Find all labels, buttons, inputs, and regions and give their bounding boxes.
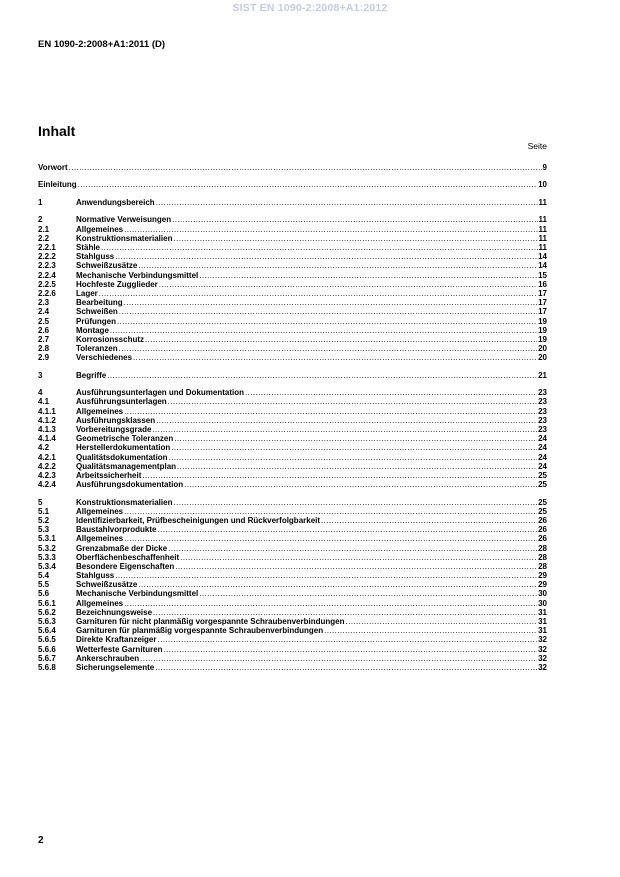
- toc-entry-title: Schweißen: [76, 307, 118, 317]
- toc-entry-number: 2.8: [38, 344, 50, 354]
- toc-entry[interactable]: [38, 163, 547, 172]
- toc-entry-title: Mechanische Verbindungsmittel: [76, 589, 199, 599]
- toc-entry-page: 11: [538, 215, 547, 225]
- toc-entry[interactable]: [38, 335, 547, 344]
- toc-entry[interactable]: [38, 562, 547, 571]
- toc-entry-number: 2.2.1: [38, 243, 56, 253]
- toc-entry[interactable]: [38, 608, 547, 617]
- document-id: EN 1090-2:2008+A1:2011 (D): [38, 39, 166, 50]
- dot-leader: [152, 425, 537, 434]
- toc-entry[interactable]: [38, 298, 547, 307]
- toc-entry-number: 4.1.4: [38, 434, 56, 444]
- toc-entry-page: 11: [538, 233, 547, 243]
- toc-entry-number: 5.4: [38, 571, 50, 581]
- toc-entry-page: 32: [538, 662, 547, 672]
- toc-entry-page: 20: [538, 344, 547, 354]
- toc-entry-title: Geometrische Toleranzen: [76, 434, 174, 444]
- toc-entry[interactable]: [38, 599, 547, 608]
- toc-entry-title: Qualitätsdokumentation: [76, 452, 168, 462]
- page-number: 2: [38, 835, 44, 846]
- toc-entry[interactable]: [38, 225, 547, 234]
- toc-entry-page: 14: [538, 261, 547, 271]
- toc-entry-title: Schweißzusätze: [76, 261, 138, 271]
- toc-entry-number: 5.3: [38, 525, 50, 535]
- toc-entry[interactable]: [38, 271, 547, 280]
- toc-entry[interactable]: [38, 234, 547, 243]
- toc-entry-page: 29: [538, 571, 547, 581]
- toc-entry-number: 2.5: [38, 316, 50, 326]
- toc-entry-number: 2.2: [38, 233, 50, 243]
- toc-entry[interactable]: [38, 198, 547, 207]
- toc-entry-page: 32: [538, 644, 547, 654]
- page-column-label: Seite: [527, 141, 547, 151]
- toc-entry-title: Hochfeste Zugglieder: [76, 279, 158, 289]
- toc-entry-title: Begriffe: [76, 370, 107, 380]
- dot-leader: [78, 180, 537, 189]
- toc-entry-title: Montage: [76, 325, 109, 335]
- toc-entry[interactable]: [38, 307, 547, 316]
- toc-entry-number: 5.3.2: [38, 543, 56, 553]
- toc-entry-page: 23: [538, 406, 547, 416]
- toc-entry-title: Allgemeines: [76, 506, 124, 516]
- toc-entry-title: Bearbeitung: [76, 298, 123, 308]
- dot-leader: [140, 654, 537, 663]
- dot-leader: [324, 626, 537, 635]
- toc-entry[interactable]: [38, 635, 547, 644]
- toc-entry-number: 4.1.2: [38, 415, 56, 425]
- toc-entry-title: Stahlguss: [76, 571, 115, 581]
- toc-entry[interactable]: [38, 571, 547, 580]
- toc-entry[interactable]: [38, 553, 547, 562]
- dot-leader: [175, 562, 537, 571]
- toc-entry-page: 28: [538, 561, 547, 571]
- toc-entry-title: Prüfungen: [76, 316, 116, 326]
- toc-entry-page: 17: [538, 298, 547, 308]
- toc-entry-number: 5.6.7: [38, 653, 56, 663]
- dot-leader: [153, 608, 537, 617]
- toc-entry-title: Allgemeines: [76, 598, 124, 608]
- toc-entry-title: Grenzabmaße der Dicke: [76, 543, 168, 553]
- dot-leader: [168, 544, 537, 553]
- dot-leader: [169, 453, 538, 462]
- dot-leader: [99, 289, 537, 298]
- dot-leader: [101, 243, 538, 252]
- toc-entry-title: Ausführungsunterlagen: [76, 397, 167, 407]
- toc-entry-page: 19: [538, 325, 547, 335]
- toc-entry-number: 2.2.3: [38, 261, 56, 271]
- toc-entry-title: Ausführungsdokumentation: [76, 480, 184, 490]
- toc-entry[interactable]: [38, 516, 547, 525]
- toc-entry-page: 31: [538, 617, 547, 627]
- dot-leader: [245, 388, 537, 397]
- dot-leader: [124, 225, 537, 234]
- toc-entry-number: 5.6.2: [38, 607, 56, 617]
- dot-leader: [157, 525, 537, 534]
- toc-entry-number: 5.3.3: [38, 552, 56, 562]
- toc-entry-number: 5.6: [38, 589, 50, 599]
- toc-entry-title: Oberflächenbeschaffenheit: [76, 552, 180, 562]
- toc-entry-page: 30: [538, 598, 547, 608]
- toc-entry[interactable]: [38, 525, 547, 534]
- toc-entry[interactable]: [38, 280, 547, 289]
- toc-entry[interactable]: [38, 388, 547, 397]
- toc-entry-page: 11: [538, 197, 547, 207]
- toc-entry-page: 20: [538, 353, 547, 363]
- toc-entry[interactable]: [38, 626, 547, 635]
- toc-entry-number: 5: [38, 497, 43, 507]
- toc-entry-page: 16: [538, 279, 547, 289]
- toc-entry-number: 5.1: [38, 506, 50, 516]
- toc-entry-page: 32: [538, 635, 547, 645]
- toc-entry-title: Einleitung: [38, 180, 77, 190]
- toc-entry-page: 28: [538, 552, 547, 562]
- dot-leader: [142, 471, 537, 480]
- toc-entry-page: 11: [538, 224, 547, 234]
- toc-entry[interactable]: [38, 252, 547, 261]
- table-of-contents: [38, 163, 547, 672]
- toc-entry-title: Stähle: [76, 243, 101, 253]
- toc-entry-title: Toleranzen: [76, 344, 118, 354]
- toc-entry[interactable]: [38, 589, 547, 598]
- toc-entry-page: 26: [538, 525, 547, 535]
- toc-entry-number: 2.2.4: [38, 270, 56, 280]
- toc-entry-title: Schweißzusätze: [76, 580, 138, 590]
- watermark: SIST EN 1090-2:2008+A1:2012: [232, 2, 388, 14]
- toc-entry-page: 9: [542, 163, 547, 172]
- toc-entry-page: 15: [538, 270, 547, 280]
- dot-leader: [168, 397, 537, 406]
- toc-entry-title: Mechanische Verbindungsmittel: [76, 270, 199, 280]
- toc-entry-title: Herstellerdokumentation: [76, 443, 171, 453]
- toc-entry-page: 10: [538, 180, 547, 190]
- dot-leader: [180, 553, 537, 562]
- toc-entry[interactable]: [38, 645, 547, 654]
- toc-entry-number: 5.6.8: [38, 662, 56, 672]
- toc-entry[interactable]: [38, 407, 547, 416]
- toc-entry-number: 4.2: [38, 443, 50, 453]
- dot-leader: [124, 534, 537, 543]
- dot-leader: [107, 371, 537, 380]
- toc-entry-page: 19: [538, 316, 547, 326]
- toc-entry-page: 25: [538, 497, 547, 507]
- dot-leader: [164, 645, 538, 654]
- toc-entry[interactable]: [38, 663, 547, 672]
- toc-entry-number: 2: [38, 215, 43, 225]
- toc-entry-page: 11: [538, 243, 547, 253]
- toc-entry[interactable]: [38, 416, 547, 425]
- toc-entry-title: Qualitätsmanagementplan: [76, 461, 177, 471]
- toc-entry-title: Allgemeines: [76, 534, 124, 544]
- dot-leader: [171, 443, 537, 452]
- toc-entry-number: 5.5: [38, 580, 50, 590]
- toc-entry-number: 4.2.2: [38, 461, 56, 471]
- dot-leader: [124, 407, 537, 416]
- toc-entry-title: Konstruktionsmaterialien: [76, 497, 173, 507]
- toc-entry[interactable]: [38, 261, 547, 270]
- toc-entry[interactable]: [38, 215, 547, 224]
- toc-entry-page: 24: [538, 434, 547, 444]
- toc-entry-title: Identifizierbarkeit, Prüfbescheinigungen und Rückverfolgbarkeit: [76, 515, 321, 525]
- dot-leader: [110, 326, 537, 335]
- toc-entry-page: 17: [538, 307, 547, 317]
- toc-entry[interactable]: [38, 453, 547, 462]
- toc-entry-page: 25: [538, 506, 547, 516]
- toc-entry[interactable]: [38, 317, 547, 326]
- toc-entry-number: 2.3: [38, 298, 50, 308]
- toc-entry-title: Allgemeines: [76, 406, 124, 416]
- dot-leader: [173, 234, 537, 243]
- toc-entry-number: 5.2: [38, 515, 50, 525]
- dot-leader: [199, 271, 537, 280]
- toc-entry[interactable]: [38, 534, 547, 543]
- dot-leader: [119, 307, 537, 316]
- toc-entry[interactable]: [38, 443, 547, 452]
- toc-entry[interactable]: [38, 617, 547, 626]
- toc-entry-number: 2.2.5: [38, 279, 56, 289]
- toc-entry-page: 17: [538, 288, 547, 298]
- toc-entry-page: 24: [538, 452, 547, 462]
- toc-entry-page: 23: [538, 424, 547, 434]
- dot-leader: [159, 280, 537, 289]
- toc-entry-page: 25: [538, 470, 547, 480]
- toc-entry[interactable]: [38, 344, 547, 353]
- dot-leader: [174, 434, 537, 443]
- toc-entry-page: 24: [538, 461, 547, 471]
- toc-entry-page: 29: [538, 580, 547, 590]
- toc-entry-page: 26: [538, 515, 547, 525]
- toc-entry-number: 5.6.1: [38, 598, 56, 608]
- toc-entry-title: Vorwort: [38, 163, 68, 172]
- toc-entry-number: 4.1: [38, 397, 50, 407]
- toc-entry-title: Baustahlvorprodukte: [76, 525, 157, 535]
- toc-entry-number: 5.6.4: [38, 626, 56, 636]
- toc-entry-title: Ausführungsklassen: [76, 415, 156, 425]
- toc-entry-page: 31: [538, 607, 547, 617]
- toc-entry[interactable]: [38, 353, 547, 362]
- toc-entry[interactable]: [38, 243, 547, 252]
- toc-entry[interactable]: [38, 580, 547, 589]
- toc-entry-number: 2.4: [38, 307, 50, 317]
- dot-leader: [115, 571, 537, 580]
- toc-entry-page: 26: [538, 534, 547, 544]
- toc-entry-page: 25: [538, 480, 547, 490]
- toc-entry-title: Normative Verweisungen: [76, 215, 172, 225]
- toc-entry[interactable]: [38, 507, 547, 516]
- dot-leader: [156, 198, 538, 207]
- toc-entry[interactable]: [38, 371, 547, 380]
- toc-entry-number: 3: [38, 370, 43, 380]
- toc-entry-number: 5.6.6: [38, 644, 56, 654]
- toc-entry-title: Korrosionsschutz: [76, 334, 145, 344]
- toc-entry-page: 30: [538, 589, 547, 599]
- toc-entry-title: Allgemeines: [76, 224, 124, 234]
- dot-leader: [138, 580, 537, 589]
- toc-entry-page: 23: [538, 415, 547, 425]
- toc-entry-page: 23: [538, 388, 547, 398]
- toc-entry-title: Lager: [76, 288, 98, 298]
- dot-leader: [115, 252, 537, 261]
- toc-entry-title: Stahlguss: [76, 252, 115, 262]
- toc-entry-page: 31: [538, 626, 547, 636]
- toc-entry-page: 19: [538, 334, 547, 344]
- toc-entry-number: 5.3.4: [38, 561, 56, 571]
- toc-entry-number: 5.6.3: [38, 617, 56, 627]
- toc-title: Inhalt: [38, 123, 76, 139]
- toc-entry-title: Direkte Kraftanzeiger: [76, 635, 157, 645]
- toc-entry[interactable]: [38, 654, 547, 663]
- toc-entry[interactable]: [38, 180, 547, 189]
- toc-entry[interactable]: [38, 544, 547, 553]
- toc-entry-number: 1: [38, 197, 43, 207]
- toc-entry[interactable]: [38, 498, 547, 507]
- toc-entry-number: 4.1.3: [38, 424, 56, 434]
- toc-entry-number: 2.2.2: [38, 252, 56, 262]
- toc-entry[interactable]: [38, 425, 547, 434]
- dot-leader: [172, 215, 537, 224]
- toc-entry-page: 23: [538, 397, 547, 407]
- toc-entry-page: 28: [538, 543, 547, 553]
- dot-leader: [155, 663, 537, 672]
- toc-entry-title: Bezeichnungsweise: [76, 607, 153, 617]
- toc-entry-number: 2.6: [38, 325, 50, 335]
- dot-leader: [345, 617, 537, 626]
- dot-leader: [124, 298, 537, 307]
- toc-entry-title: Wetterfeste Garnituren: [76, 644, 163, 654]
- toc-entry[interactable]: [38, 462, 547, 471]
- toc-entry-title: Garnituren für nicht planmäßig vorgespannte Schraubenverbindungen: [76, 617, 345, 627]
- dot-leader: [321, 516, 537, 525]
- dot-leader: [177, 462, 537, 471]
- dot-leader: [133, 353, 537, 362]
- toc-entry-number: 4.2.1: [38, 452, 56, 462]
- toc-entry-page: 21: [538, 370, 547, 380]
- toc-entry[interactable]: [38, 434, 547, 443]
- toc-entry-number: 5.3.1: [38, 534, 56, 544]
- toc-entry-number: 4.2.3: [38, 470, 56, 480]
- toc-entry-title: Anwendungsbereich: [76, 197, 155, 207]
- dot-leader: [124, 599, 537, 608]
- toc-entry-title: Ausführungsunterlagen und Dokumentation: [76, 388, 244, 398]
- dot-leader: [69, 163, 542, 172]
- toc-entry[interactable]: [38, 397, 547, 406]
- dot-leader: [173, 498, 537, 507]
- dot-leader: [184, 480, 537, 489]
- dot-leader: [117, 317, 537, 326]
- toc-entry-title: Arbeitssicherheit: [76, 470, 142, 480]
- dot-leader: [124, 507, 537, 516]
- toc-entry-title: Verschiedenes: [76, 353, 133, 363]
- toc-entry-page: 14: [538, 252, 547, 262]
- toc-entry-title: Garnituren für planmäßig vorgespannte Schraubenverbindungen: [76, 626, 324, 636]
- dot-leader: [156, 416, 537, 425]
- toc-entry-number: 4.1.1: [38, 406, 56, 416]
- toc-entry-title: Konstruktionsmaterialien: [76, 233, 173, 243]
- dot-leader: [119, 344, 537, 353]
- toc-entry-number: 5.6.5: [38, 635, 56, 645]
- dot-leader: [145, 335, 537, 344]
- toc-entry[interactable]: [38, 480, 547, 489]
- toc-entry-title: Vorbereitungsgrade: [76, 424, 152, 434]
- toc-entry-page: 24: [538, 443, 547, 453]
- toc-entry-page: 32: [538, 653, 547, 663]
- toc-entry[interactable]: [38, 326, 547, 335]
- toc-entry-number: 2.1: [38, 224, 50, 234]
- toc-entry-title: Sicherungselemente: [76, 662, 155, 672]
- toc-entry-title: Ankerschrauben: [76, 653, 140, 663]
- toc-entry[interactable]: [38, 471, 547, 480]
- toc-entry[interactable]: [38, 289, 547, 298]
- dot-leader: [157, 635, 537, 644]
- toc-entry-number: 4: [38, 388, 43, 398]
- dot-leader: [138, 261, 537, 270]
- toc-entry-title: Besondere Eigenschaften: [76, 561, 175, 571]
- toc-entry-number: 4.2.4: [38, 480, 56, 490]
- dot-leader: [199, 589, 537, 598]
- toc-entry-number: 2.9: [38, 353, 50, 363]
- toc-entry-number: 2.2.6: [38, 288, 56, 298]
- toc-entry-number: 2.7: [38, 334, 50, 344]
